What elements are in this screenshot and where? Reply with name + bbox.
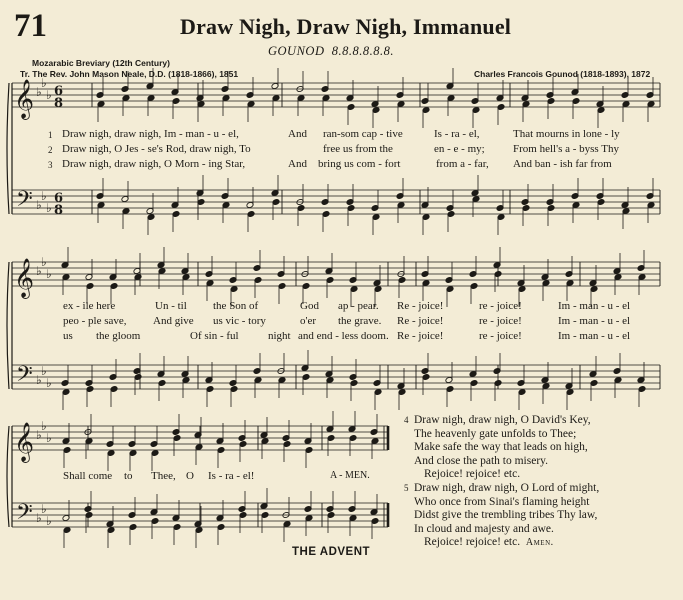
- lyric-segment: us: [63, 330, 73, 342]
- lyric-segment: Draw nigh, draw nigh, O Morn - ing Star,: [62, 158, 246, 170]
- stanza-refrain: Rejoice! rejoice! etc.: [424, 536, 521, 548]
- treble-clef-icon: 𝄞: [14, 422, 35, 462]
- lyric-segment: Draw nigh, O Jes - se's Rod, draw nigh, To: [62, 143, 251, 155]
- treble-clef-icon: 𝄞: [14, 79, 35, 119]
- stanza-line: Make safe the way that leads on high,: [414, 441, 588, 453]
- lyric-segment: the Son of: [213, 300, 259, 312]
- bass-clef-icon: 𝄢: [16, 362, 33, 392]
- time-signature-top: 6: [54, 191, 64, 206]
- system-brace: [7, 262, 9, 389]
- lyric-segment: And ban - ish far from: [513, 158, 612, 170]
- tune-label: GOUNOD: [268, 44, 325, 58]
- stanza-number: 3: [48, 160, 53, 170]
- lyric-segment: And give: [153, 315, 194, 327]
- stanza-line: Draw nigh, draw nigh, O David's Key,: [414, 414, 591, 426]
- time-signature-bottom: 8: [54, 96, 64, 111]
- flat-sign-icon: ♭: [36, 511, 42, 525]
- hymn-title: Draw Nigh, Draw Nigh, Immanuel: [180, 14, 512, 39]
- amen-lyric: A - MEN.: [330, 470, 370, 481]
- flat-sign-icon: ♭: [36, 373, 42, 387]
- flat-sign-icon: ♭: [36, 264, 42, 278]
- stanza-number: 5: [404, 483, 409, 493]
- lyric-segment: peo - ple save,: [63, 315, 127, 327]
- lyric-segment: Im - man - u - el: [558, 315, 631, 327]
- lyric-segment: to: [124, 470, 133, 482]
- stanza-line: The heavenly gate unfolds to Thee;: [414, 427, 577, 440]
- lyric-segment: and end - less doom.: [298, 330, 389, 342]
- flat-sign-icon: ♭: [41, 255, 47, 269]
- hymn-number: 71: [14, 8, 47, 44]
- stanza-line: Who once from Sinai's flaming height: [414, 495, 590, 508]
- bass-clef-icon: 𝄢: [16, 500, 33, 530]
- lyric-segment: us vic - tory: [213, 315, 266, 327]
- lyric-segment: en - e - my;: [434, 143, 485, 155]
- stanza-number: 4: [404, 415, 409, 425]
- text-source-credit: Mozarabic Breviary (12th Century): [32, 58, 170, 68]
- lyric-segment: Re - joice!: [397, 300, 444, 312]
- lyric-segment: bring us com - fort: [318, 158, 401, 170]
- lyric-segment: From hell's a - byss Thy: [513, 143, 619, 155]
- flat-sign-icon: ♭: [46, 88, 52, 102]
- lyric-segment: Shall come: [63, 470, 113, 482]
- stanza-line: And close the path to misery.: [414, 454, 549, 467]
- lyric-segment: ap - pear.: [338, 300, 379, 312]
- stanza-number: 2: [48, 145, 53, 155]
- time-signature-top: 6: [54, 84, 64, 99]
- flat-sign-icon: ♭: [41, 76, 47, 90]
- stanza-number: 1: [48, 130, 53, 140]
- meter-label: 8.8.8.8.8.8.: [331, 44, 394, 58]
- translator-credit: Tr. The Rev. John Mason Neale, D.D. (1818-1866), 1851: [20, 69, 239, 79]
- lyric-segment: That mourns in lone - ly: [513, 128, 620, 140]
- lyric-segment: Thee,: [151, 470, 176, 482]
- lyric-segment: re - joice!: [479, 300, 522, 312]
- lyric-segment: Of sin - ful: [190, 330, 239, 342]
- lyric-segment: Re - joice!: [397, 315, 444, 327]
- stanza-refrain: Rejoice! rejoice! etc.: [424, 468, 521, 480]
- lyric-segment: Is - ra - el!: [208, 470, 255, 482]
- lyric-segment: o'er: [300, 315, 317, 327]
- flat-sign-icon: ♭: [36, 428, 42, 442]
- time-signature-bottom: 8: [54, 203, 64, 218]
- flat-sign-icon: ♭: [46, 376, 52, 390]
- lyric-segment: Im - man - u - el: [558, 300, 631, 312]
- flat-sign-icon: ♭: [41, 419, 47, 433]
- flat-sign-icon: ♭: [41, 502, 47, 516]
- lyric-segment: the grave.: [338, 315, 382, 327]
- lyric-segment: the gloom: [96, 330, 141, 342]
- lyric-segment: O: [186, 470, 194, 482]
- system-brace: [7, 426, 9, 527]
- flat-sign-icon: ♭: [41, 364, 47, 378]
- lyric-segment: Im - man - u - el: [558, 330, 631, 342]
- lyric-segment: night: [268, 330, 291, 342]
- flat-sign-icon: ♭: [41, 189, 47, 203]
- lyric-segment: Un - til: [155, 300, 187, 312]
- stanza-line: Didst give the trembling tribes Thy law,: [414, 509, 598, 521]
- flat-sign-icon: ♭: [36, 198, 42, 212]
- system-brace: [7, 83, 9, 214]
- lyric-segment: Draw nigh, draw nigh, Im - man - u - el,: [62, 128, 239, 140]
- lyric-segment: God: [300, 300, 319, 312]
- lyric-segment: Re - joice!: [397, 330, 444, 342]
- lyric-segment: Is - ra - el,: [434, 128, 480, 140]
- flat-sign-icon: ♭: [36, 85, 42, 99]
- lyric-segment: free us from the: [323, 143, 393, 155]
- stanza-amen: Amen.: [525, 537, 554, 548]
- lyric-segment: And: [288, 158, 307, 170]
- stanza-line: Draw nigh, draw nigh, O Lord of might,: [414, 482, 600, 494]
- flat-sign-icon: ♭: [46, 201, 52, 215]
- flat-sign-icon: ♭: [46, 267, 52, 281]
- section-footer: THE ADVENT: [292, 546, 371, 558]
- lyric-segment: ran-som cap - tive: [323, 128, 403, 140]
- flat-sign-icon: ♭: [46, 431, 52, 445]
- treble-clef-icon: 𝄞: [14, 258, 35, 298]
- stanza-5: [404, 482, 599, 550]
- bass-clef-icon: 𝄢: [16, 187, 33, 217]
- lyric-segment: re - joice!: [479, 315, 522, 327]
- stanza-4: [404, 414, 591, 482]
- flat-sign-icon: ♭: [46, 514, 52, 528]
- lyric-segment: from a - far,: [436, 158, 489, 170]
- lyric-segment: ex - ile here: [63, 300, 116, 312]
- lyric-segment: re - joice!: [479, 330, 522, 342]
- lyric-segment: And: [288, 128, 307, 140]
- composer-credit: Charles Francois Gounod (1818-1893), 1872: [474, 69, 651, 79]
- stanza-line: In cloud and majesty and awe.: [414, 522, 554, 535]
